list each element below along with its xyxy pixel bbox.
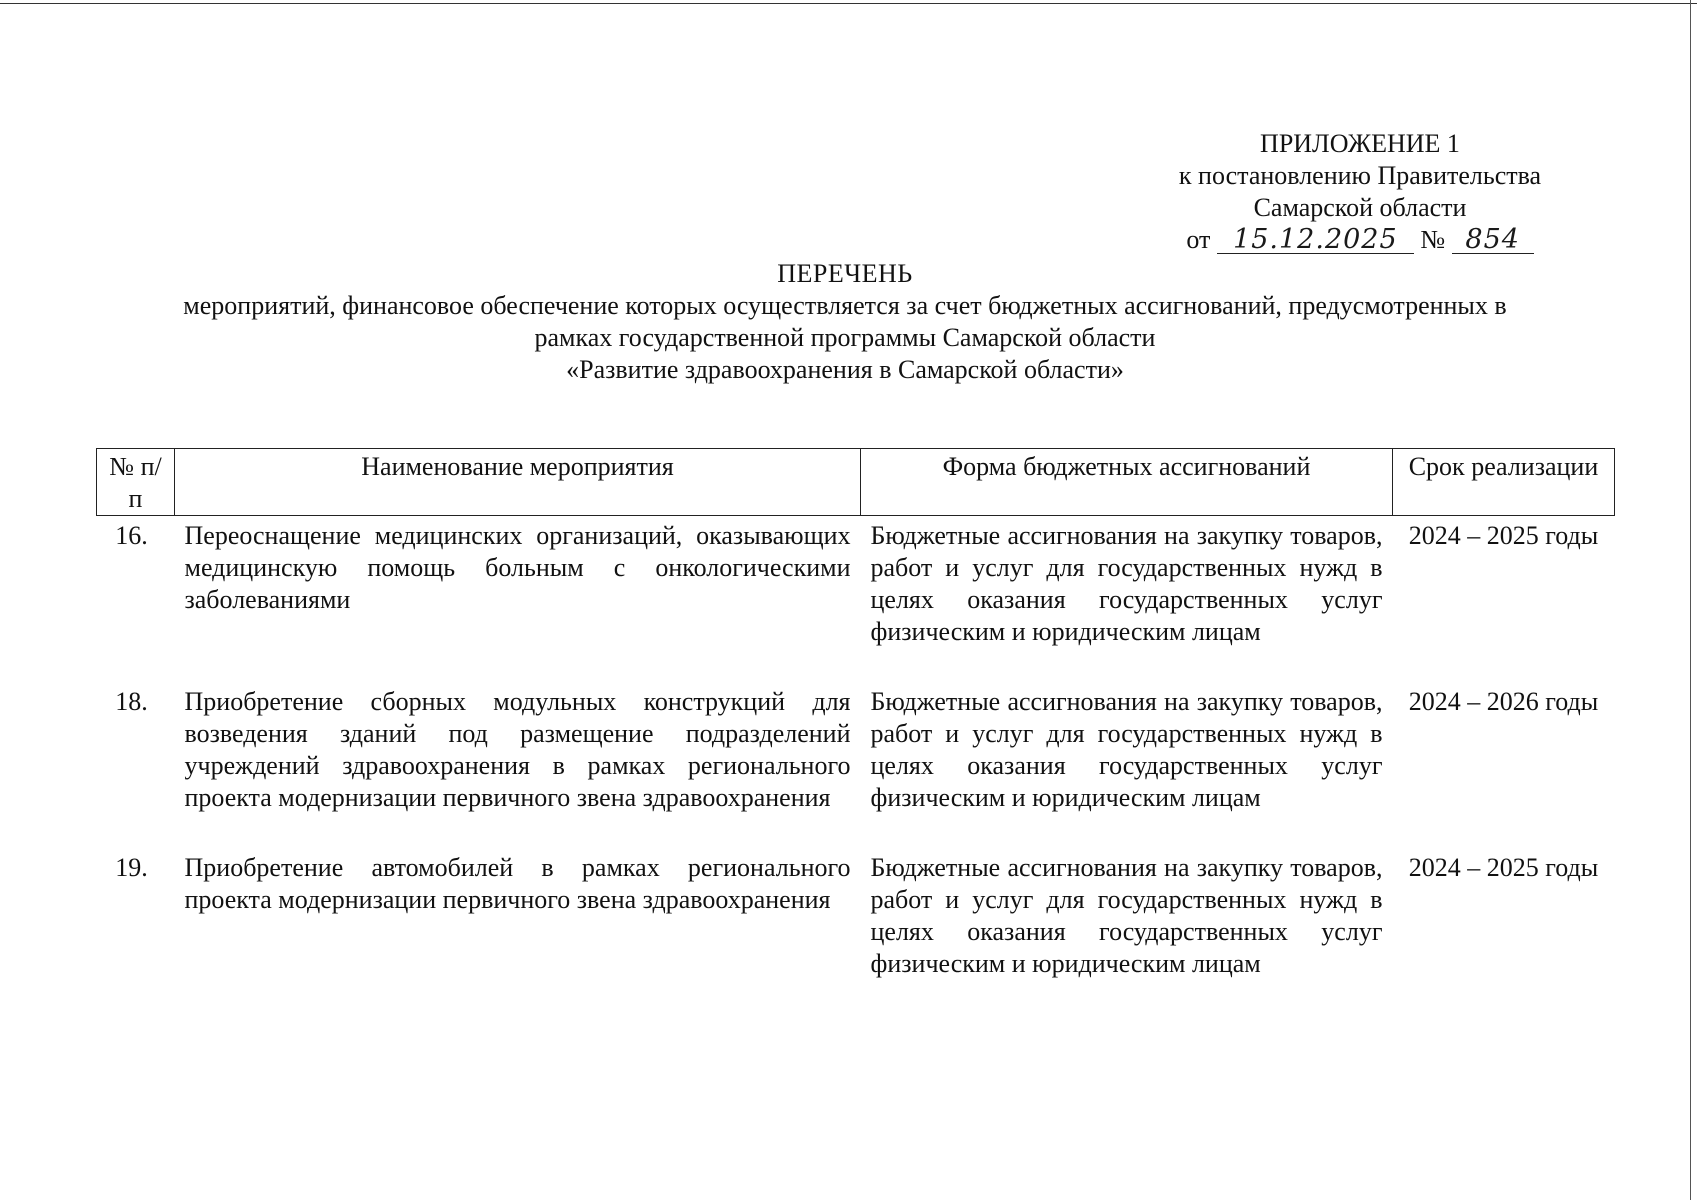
top-scan-rule bbox=[0, 3, 1697, 4]
column-header-term: Срок реализации bbox=[1393, 449, 1615, 516]
attachment-ref-line bbox=[1140, 224, 1580, 256]
row-number: 18. bbox=[115, 687, 148, 716]
handwritten-date: 15.12.2025 bbox=[1217, 227, 1414, 254]
document-subtitle-line-2: рамках государственной программы Самарской области bbox=[534, 323, 1156, 352]
row-measure-name: Переоснащение медицинских организаций, оказывающих медицинскую помощь больным с онкологическими заболеваниями bbox=[184, 521, 851, 614]
table-row bbox=[97, 852, 1615, 1018]
attachment-block bbox=[1140, 128, 1580, 256]
row-number: 16. bbox=[115, 521, 148, 550]
table-header-row bbox=[97, 449, 1615, 516]
document-title: ПЕРЕЧЕНЬ bbox=[777, 259, 913, 288]
table-row bbox=[97, 686, 1615, 852]
row-allocation-form: Бюджетные ассигнования на закупку товаров, работ и услуг для государственных нужд в целях оказания государственных услуг физическим и юридическим лицам bbox=[870, 687, 1383, 812]
row-allocation-form: Бюджетные ассигнования на закупку товаров, работ и услуг для государственных нужд в целях оказания государственных услуг физическим и юридическим лицам bbox=[870, 521, 1383, 646]
attachment-line-3: Самарской области bbox=[1253, 193, 1467, 222]
row-allocation-form: Бюджетные ассигнования на закупку товаров, работ и услуг для государственных нужд в целях оказания государственных услуг физическим и юридическим лицам bbox=[870, 853, 1383, 978]
attachment-line-2: к постановлению Правительства bbox=[1178, 161, 1542, 190]
from-label: от bbox=[1186, 225, 1211, 254]
number-label: № bbox=[1420, 225, 1446, 254]
attachment-title: ПРИЛОЖЕНИЕ 1 bbox=[1260, 129, 1460, 158]
row-term: 2024 – 2026 годы bbox=[1408, 687, 1599, 716]
row-term: 2024 – 2025 годы bbox=[1408, 853, 1599, 882]
right-scan-edge bbox=[1690, 0, 1691, 1200]
column-header-number: № п/п bbox=[97, 449, 175, 516]
row-number: 19. bbox=[115, 853, 148, 882]
document-heading bbox=[110, 258, 1580, 386]
measures-table bbox=[96, 448, 1615, 1018]
column-header-name: Наименование мероприятия bbox=[175, 449, 861, 516]
row-measure-name: Приобретение сборных модульных конструкций для возведения зданий под размещение подразделений учреждений здравоохранения в рамках регионального проекта модернизации первичного звена здравоохранения bbox=[184, 687, 851, 812]
row-term: 2024 – 2025 годы bbox=[1408, 521, 1599, 550]
row-measure-name: Приобретение автомобилей в рамках регионального проекта модернизации первичного звена здравоохранения bbox=[184, 853, 851, 914]
column-header-form: Форма бюджетных ассигнований bbox=[861, 449, 1393, 516]
handwritten-number: 854 bbox=[1452, 227, 1534, 254]
document-subtitle-line-1: мероприятий, финансовое обеспечение которых осуществляется за счет бюджетных ассигнований, предусмотренных в bbox=[183, 291, 1507, 320]
document-subtitle-line-3: «Развитие здравоохранения в Самарской области» bbox=[566, 355, 1124, 384]
table-row bbox=[97, 516, 1615, 687]
